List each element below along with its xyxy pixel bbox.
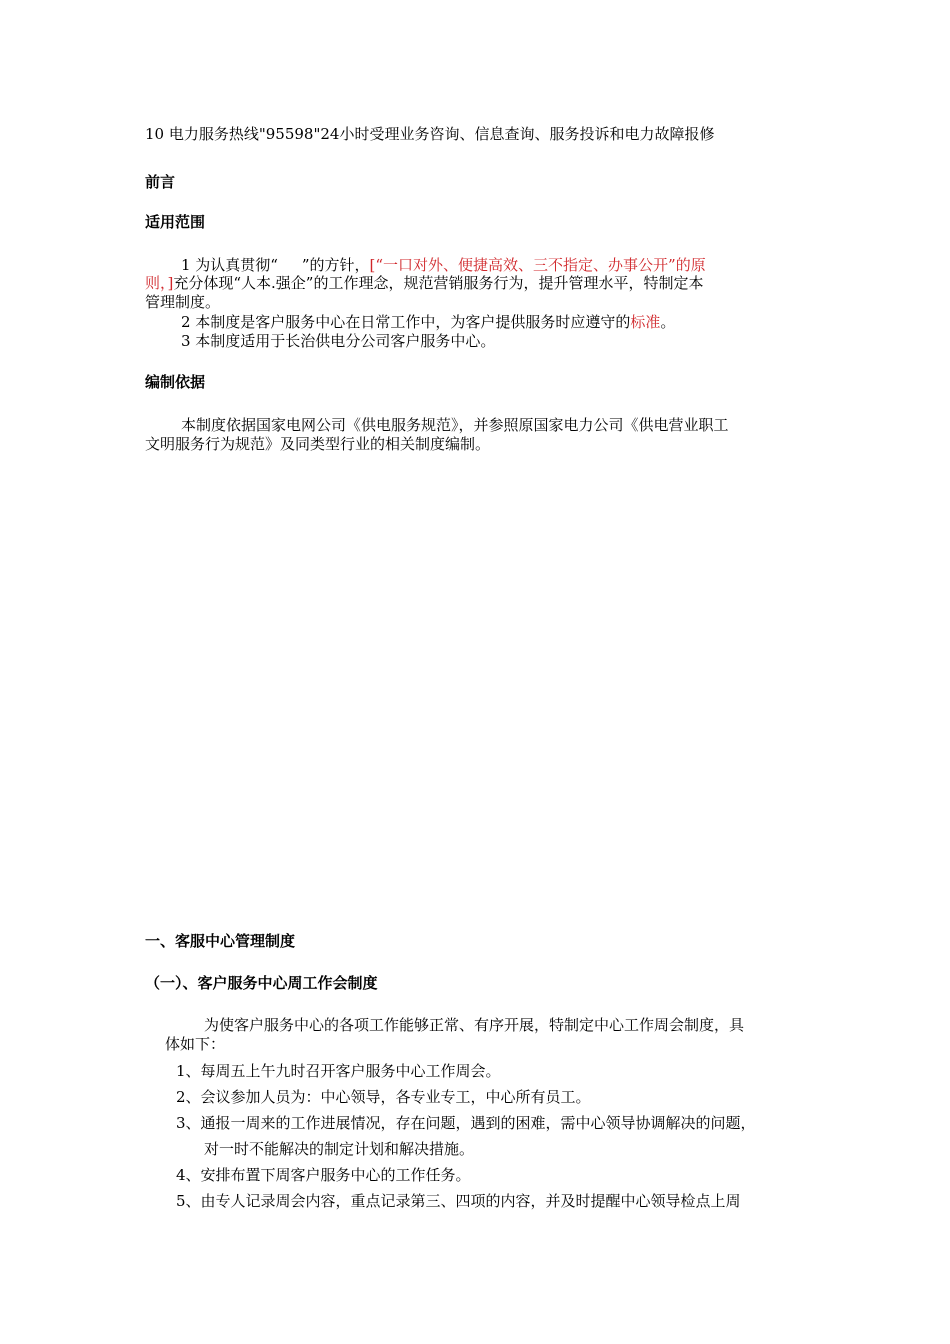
basis-line-1: 本制度依据国家电网公司《供电服务规范》，并参照原国家电力公司《供电营业职工 (181, 416, 729, 434)
scope-p1-text-c: 充分体现“人本.强企”的工作理念，规范营销服务行为，提升管理水平，特制定本 (173, 274, 704, 292)
list-item-3-continued: 对一时不能解决的制定计划和解决措施。 (204, 1140, 475, 1158)
scope-paragraph-3: 3 本制度适用于长治供电分公司客户服务中心。 (181, 332, 496, 350)
heading-preface: 前言 (145, 173, 176, 191)
scope-paragraph-1-line-1 (181, 255, 706, 275)
scope-p1-principle-red: [“一口对外、便捷高效、三不指定、办事公开”的原 (369, 256, 706, 274)
scope-p2-text-a: 2 本制度是客户服务中心在日常工作中，为客户提供服务时应遵守的 (181, 313, 631, 331)
scope-p2-standard-red: 标准 (630, 313, 661, 331)
heading-basis: 编制依据 (145, 373, 206, 391)
scope-p1-text-b: ”的方针， (301, 256, 370, 274)
scope-paragraph-2 (181, 312, 675, 332)
heading-scope: 适用范围 (145, 213, 206, 231)
scope-p2-text-b: 。 (660, 313, 676, 331)
list-item-1: 1、每周五上午九时召开客户服务中心工作周会。 (176, 1062, 501, 1080)
scope-paragraph-1-line-3: 管理制度。 (145, 293, 221, 311)
list-item-3: 3、通报一周来的工作进展情况，存在问题，遇到的困难，需中心领导协调解决的问题， (176, 1114, 756, 1132)
list-item-4: 4、安排布置下周客户服务中心的工作任务。 (176, 1166, 471, 1184)
basis-line-2: 文明服务行为规范》及同类型行业的相关制度编制。 (145, 435, 491, 453)
scope-paragraph-1-line-2 (145, 273, 703, 293)
subsection-1-heading: （一）、客户服务中心周工作会制度 (145, 974, 378, 992)
hotline-line: 10 电力服务热线"95598"24小时受理业务咨询、信息查询、服务投诉和电力故障报修 (145, 125, 715, 143)
section-1-heading: 一、客服中心管理制度 (145, 932, 296, 950)
intro-line-2: 体如下： (165, 1035, 226, 1053)
list-item-5: 5、由专人记录周会内容，重点记录第三、四项的内容，并及时提醒中心领导检点上周 (176, 1192, 741, 1210)
intro-line-1: 为使客户服务中心的各项工作能够正常、有序开展，特制定中心工作周会制度，具 (204, 1016, 745, 1034)
scope-p1-text-a: 1 为认真贯彻“ (181, 256, 278, 274)
scope-p1-principle-red-end: 则，] (145, 274, 174, 292)
list-item-2: 2、会议参加人员为：中心领导，各专业专工，中心所有员工。 (176, 1088, 591, 1106)
scope-p1-gap (278, 256, 302, 274)
